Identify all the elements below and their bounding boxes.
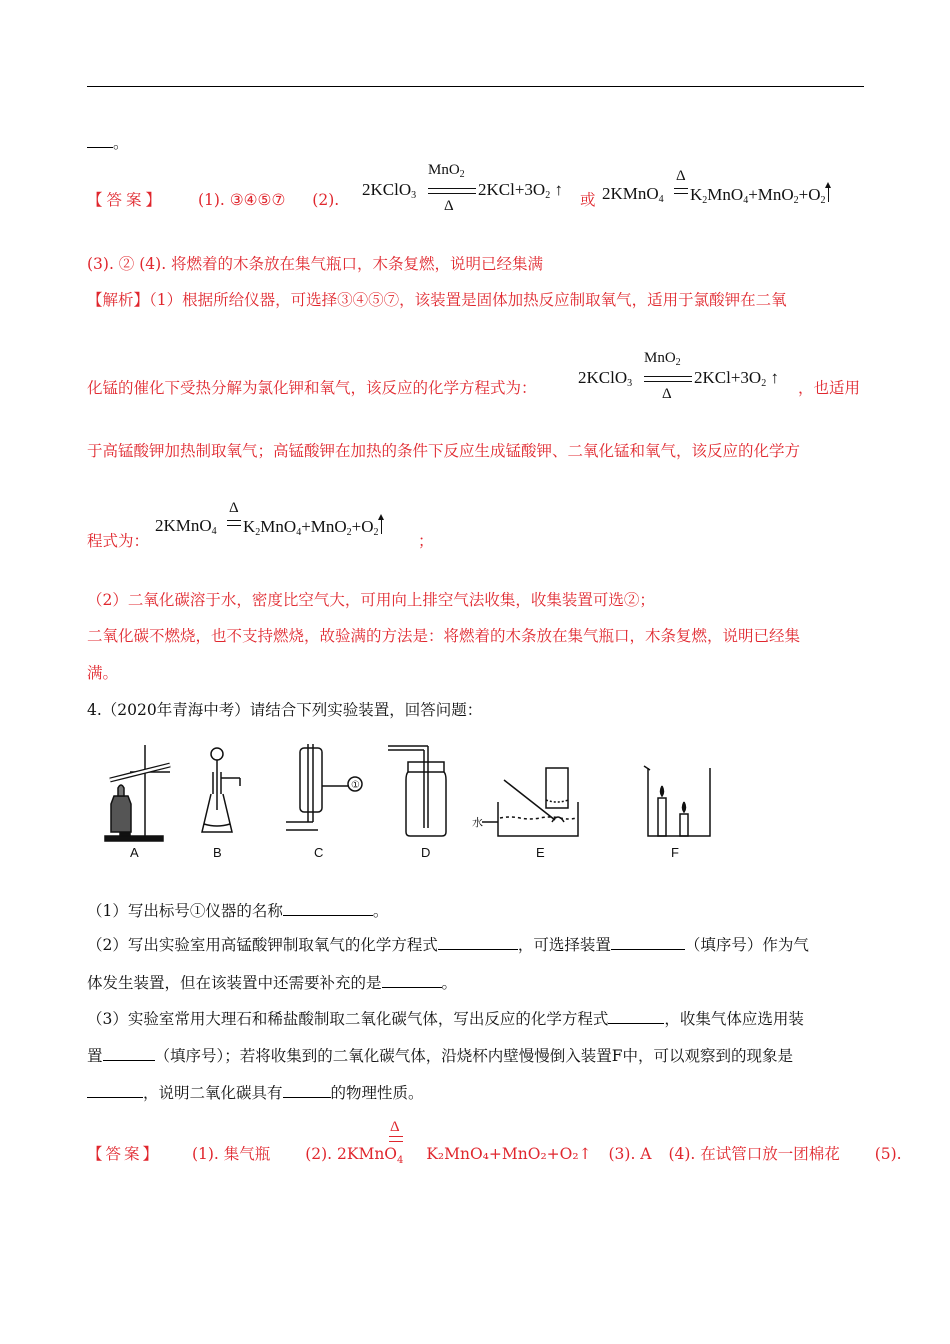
label-d: D xyxy=(421,845,431,860)
equation-kclo3-answer: 2KClO$_3$ MnO$_2$ Δ $2KCl+3O_2$ ↑ xyxy=(362,162,563,214)
analysis-tag: 【解析】 xyxy=(87,291,150,309)
analysis-line7: 满。 xyxy=(87,664,119,682)
apparatus-d xyxy=(388,746,446,836)
answer-blank xyxy=(87,132,113,148)
answer-blank xyxy=(283,900,373,916)
question4-sub2: （2）写出实验室用高锰酸钾制取氧气的化学方程式 ，可选择装置 （填序号）作为气 xyxy=(87,936,809,954)
answer1-or: 或 xyxy=(580,191,596,209)
header-rule xyxy=(87,86,864,87)
answer-blank xyxy=(608,1008,664,1024)
analysis-line5: （2）二氧化碳溶于水，密度比空气大，可用向上排空气法收集，收集装置可选②； xyxy=(87,591,655,609)
answer-blank xyxy=(103,1045,155,1061)
label-f: F xyxy=(671,845,679,860)
answer-blank xyxy=(87,1082,143,1098)
analysis-line1: 【解析】（1）根据所给仪器，可选择③④⑤⑦，该装置是固体加热反应制取氧气，适用于氯酸钾在二氧 xyxy=(87,291,787,309)
question4-title: 4.（2020年青海中考）请结合下列实验装置，回答问题： xyxy=(87,701,483,719)
question4-sub1: （1）写出标号①仪器的名称 。 xyxy=(87,902,389,920)
equation-kmno4-answer: 2KMnO$_4$ Δ $K_2MnO_4+MnO_2+O_2$ xyxy=(602,170,864,216)
answer1-part2: (2). xyxy=(312,191,340,209)
marker-label: ① xyxy=(351,780,360,791)
answer1-line2: (3). ② (4). 将燃着的木条放在集气瓶口，木条复燃，说明已经集满 xyxy=(87,255,544,273)
answer-blank xyxy=(611,934,685,950)
answer1-line1 xyxy=(87,190,339,210)
answer-tag: 【答案】 xyxy=(87,1145,162,1163)
answer2-line: 【答案】 (1). 集气瓶 (2). 2KMnO$_4$ K₂MnO₄+MnO₂+O₂↑ (3). A (4). 在试管口放一团棉花 (5). xyxy=(87,1145,902,1167)
answer2-condition: Δ xyxy=(390,1116,400,1136)
equation-kmno4-analysis: 2KMnO$_4$ Δ $K_2MnO_4+MnO_2+O_2$ xyxy=(155,502,420,548)
apparatus-e xyxy=(482,768,578,836)
apparatus-b xyxy=(202,748,240,832)
analysis-line6: 二氧化碳不燃烧，也不支持燃烧，故验满的方法是：将燃着的木条放在集气瓶口，木条复燃，说明已经集 xyxy=(87,627,801,645)
answer-blank xyxy=(438,934,518,950)
answer-tag: 【答案】 xyxy=(87,191,166,209)
question4-sub2-cont: 体发生装置，但在该装置中还需要补充的是 。 xyxy=(87,974,458,992)
water-label: 水 xyxy=(472,817,483,829)
gas-arrow-icon xyxy=(828,184,829,202)
apparatus-a xyxy=(105,745,170,841)
answer-blank xyxy=(382,972,442,988)
analysis-line2: 化锰的催化下受热分解为氯化钾和氧气，该反应的化学方程式为： xyxy=(87,379,537,397)
apparatus-f xyxy=(644,766,710,836)
question4-sub3-cont: 置 （填序号）；若将收集到的二氧化碳气体，沿烧杯内壁慢慢倒入装置F中，可以观察到的现象是 xyxy=(87,1047,794,1065)
label-a: A xyxy=(130,845,139,860)
apparatus-figure xyxy=(100,740,720,865)
label-e: E xyxy=(536,845,545,860)
analysis-line2-tail: ，也适用 xyxy=(798,379,861,397)
label-c: C xyxy=(314,845,324,860)
prev-question-tail: 。 xyxy=(87,132,129,153)
equation-kclo3-analysis: 2KClO$_3$ MnO$_2$ Δ $2KCl+3O_2$ ↑ xyxy=(578,350,779,402)
answer-blank xyxy=(283,1082,331,1098)
analysis-line4: 程式为： xyxy=(87,532,150,550)
question4-sub3-cont2: ，说明二氧化碳具有 的物理性质。 xyxy=(87,1082,424,1103)
label-b: B xyxy=(213,845,222,860)
gas-arrow-icon xyxy=(381,516,382,534)
answer1-part1: (1). ③④⑤⑦ xyxy=(197,191,286,209)
question4-sub3: （3）实验室常用大理石和稀盐酸制取二氧化碳气体，写出反应的化学方程式 ，收集气体应选用装 xyxy=(87,1010,804,1028)
analysis-line4-tail: ； xyxy=(418,532,434,550)
analysis-line3: 于高锰酸钾加热制取氧气；高锰酸钾在加热的条件下反应生成锰酸钾、二氧化锰和氧气，该反应的化学方 xyxy=(87,442,801,460)
